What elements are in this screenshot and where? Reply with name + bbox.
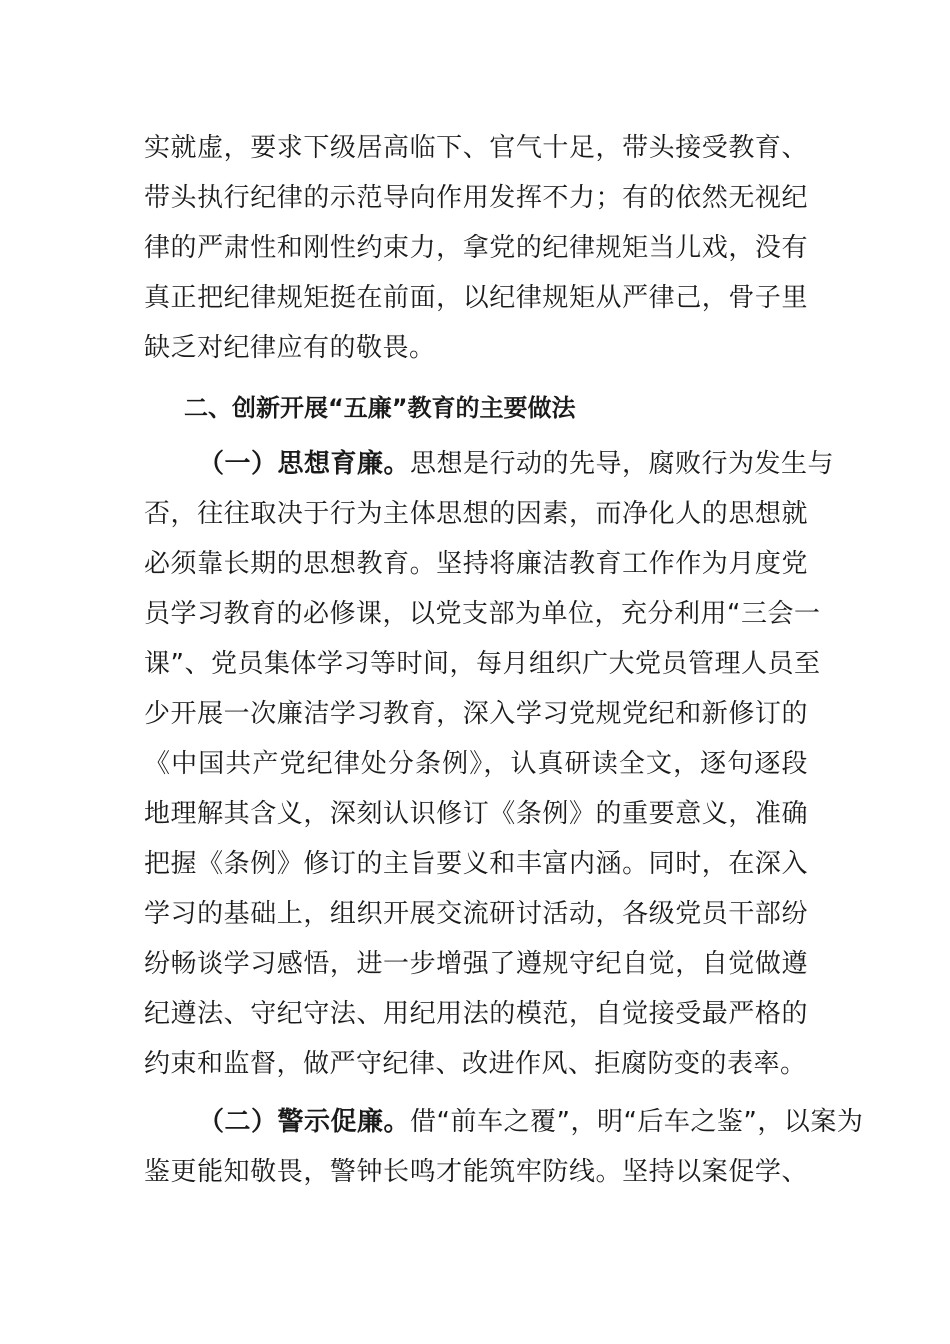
item-1-label: （一）思想育廉。 [198, 449, 411, 479]
item-1-first-line [144, 439, 835, 489]
paragraph-line: 带头执行纪律的示范导向作用发挥不力；有的依然无视纪 [144, 183, 808, 213]
paragraph-line: 地理解其含义，深刻认识修订《条例》的重要意义，准确 [144, 799, 808, 829]
paragraph-gap [144, 1089, 808, 1097]
paragraph-line: 员学习教育的必修课，以党支部为单位，充分利用“三会一 [144, 599, 821, 629]
paragraph-line: 学习的基础上，组织开展交流研讨活动，各级党员干部纷 [144, 899, 808, 929]
paragraph-line: 鉴更能知敬畏，警钟长鸣才能筑牢防线。坚持以案促学、 [144, 1157, 808, 1187]
paragraph-line: 缺乏对纪律应有的敬畏。 [144, 333, 436, 363]
paragraph-line: 律的严肃性和刚性约束力，拿党的纪律规矩当儿戏，没有 [144, 233, 808, 263]
paragraph-line: 真正把纪律规矩挺在前面，以纪律规矩从严律己，骨子里 [144, 283, 808, 313]
item-2-first-line-text: 借“前车之覆”，明“后车之鉴”，以案为 [410, 1107, 864, 1137]
paragraph-line: 《中国共产党纪律处分条例》，认真研读全文，逐句逐段 [144, 749, 808, 779]
item-1-first-line-text: 思想是行动的先导，腐败行为发生与 [410, 449, 835, 479]
item-2-first-line [144, 1097, 864, 1147]
paragraph-line: 少开展一次廉洁学习教育，深入学习党规党纪和新修订的 [144, 699, 808, 729]
paragraph-line: 实就虚，要求下级居高临下、官气十足，带头接受教育、 [144, 133, 808, 163]
item-2-label: （二）警示促廉。 [198, 1107, 411, 1137]
paragraph-line: 纪遵法、守纪守法、用纪用法的模范，自觉接受最严格的 [144, 999, 808, 1029]
paragraph-1 [144, 123, 808, 373]
document-page [144, 123, 864, 1197]
item-1-thought [144, 439, 835, 1089]
item-2-warning [144, 1097, 864, 1197]
paragraph-line: 必须靠长期的思想教育。坚持将廉洁教育工作作为月度党 [144, 549, 808, 579]
paragraph-line: 把握《条例》修订的主旨要义和丰富内涵。同时，在深入 [144, 849, 808, 879]
paragraph-line: 课”、党员集体学习等时间，每月组织广大党员管理人员至 [144, 649, 821, 679]
paragraph-line: 纷畅谈学习感悟，进一步增强了遵规守纪自觉，自觉做遵 [144, 949, 808, 979]
section-heading: 二、创新开展“五廉”教育的主要做法 [184, 394, 576, 422]
paragraph-line: 否，往往取决于行为主体思想的因素，而净化人的思想就 [144, 499, 808, 529]
paragraph-line: 约束和监督，做严守纪律、改进作风、拒腐防变的表率。 [144, 1049, 807, 1079]
